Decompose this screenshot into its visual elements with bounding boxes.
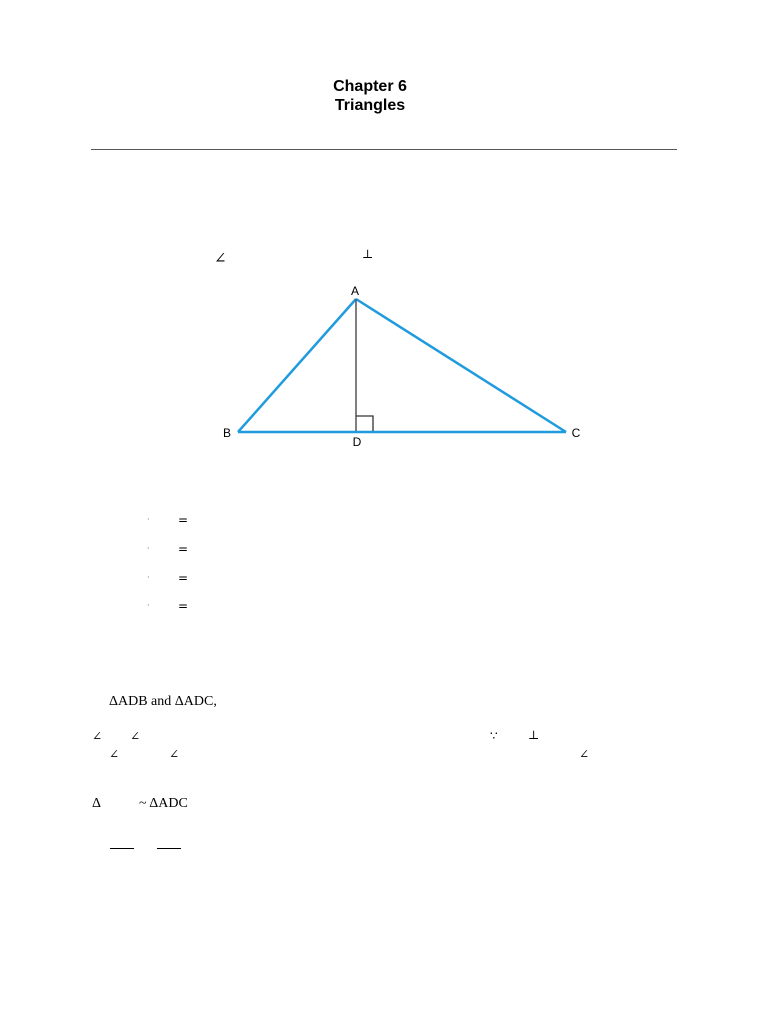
right-angle-mark — [356, 416, 373, 431]
side-ac — [356, 299, 566, 432]
equality-sign: = — [178, 571, 189, 585]
label-d: D — [352, 435, 362, 449]
chapter-heading: Chapter 6 — [333, 78, 407, 95]
fraction-bar — [110, 848, 134, 849]
triangle-figure — [0, 0, 768, 480]
question-perp-symbol: ⊥ — [362, 247, 374, 261]
label-c: C — [571, 426, 581, 440]
equality-marker: · — [147, 515, 150, 524]
equality-sign: = — [178, 513, 189, 527]
equality-sign: = — [178, 542, 189, 556]
side-ab — [238, 299, 356, 432]
equality-marker: · — [147, 601, 150, 610]
angle-symbol: ∠ — [92, 729, 103, 743]
chapter-title: Triangles — [334, 97, 406, 114]
fraction-bar — [157, 848, 181, 849]
delta-symbol: Δ — [92, 796, 102, 811]
because-symbol: ∵ — [490, 729, 498, 743]
similarity-text: ~ ΔADC — [139, 796, 188, 811]
perp-symbol: ⊥ — [528, 728, 540, 742]
angle-symbol: ∠ — [579, 747, 590, 761]
equality-sign: = — [178, 599, 189, 613]
label-b: B — [222, 426, 232, 440]
question-angle-symbol: ∠ — [214, 249, 227, 267]
angle-symbol: ∠ — [169, 747, 180, 761]
equality-marker: · — [147, 573, 150, 582]
angle-symbol: ∠ — [130, 729, 141, 743]
equality-marker: · — [147, 544, 150, 553]
label-a: A — [350, 284, 360, 298]
angle-symbol: ∠ — [109, 747, 120, 761]
solution-triangles-text: ΔADB and ΔADC, — [109, 694, 217, 709]
